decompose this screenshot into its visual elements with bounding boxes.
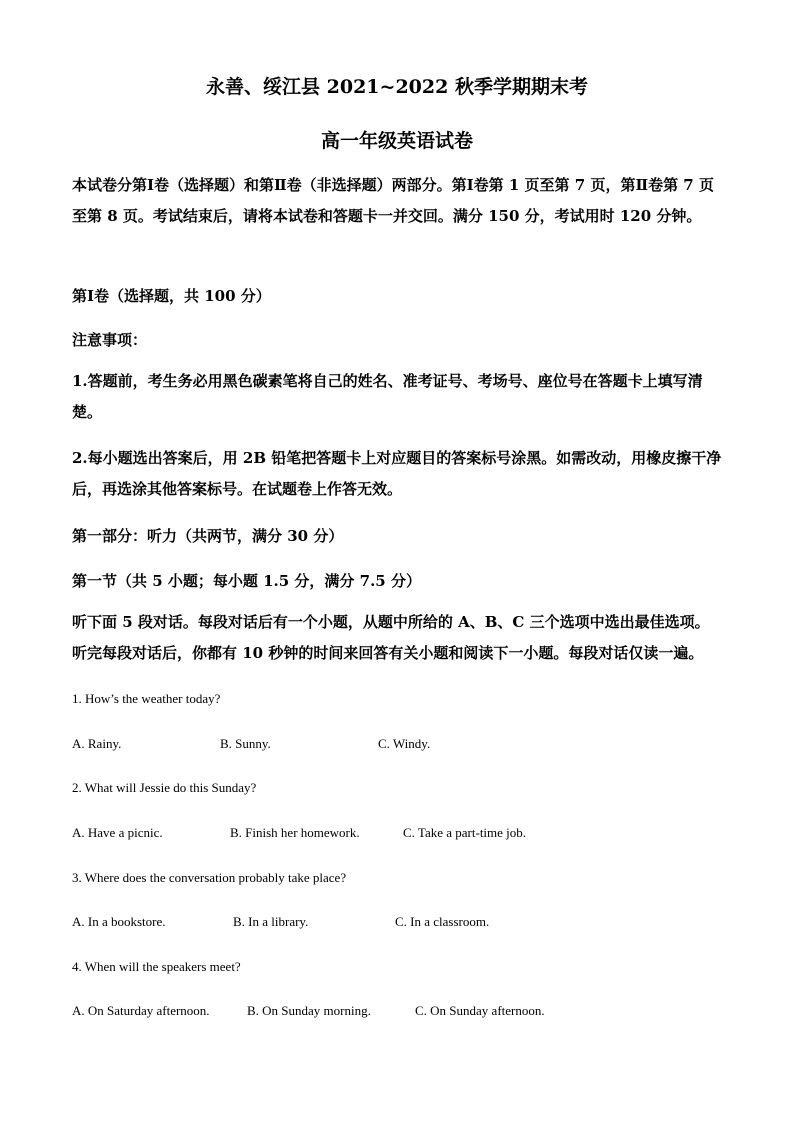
part-heading: 第一部分：听力（共两节，满分 30 分） [72,527,344,545]
question-3: 3. Where does the conversation probably take place? [72,870,347,885]
question-1: 1. How’s the weather today? [72,691,221,706]
q1-option-a: A. Rainy. [72,736,122,751]
q4-option-b: B. On Sunday morning. [247,1003,371,1018]
q3-option-c: C. In a classroom. [395,914,490,929]
intro-paragraph: 本试卷分第Ⅰ卷（选择题）和第Ⅱ卷（非选择题）两部分。第Ⅰ卷第 1 页至第 7 页，第Ⅱ卷第 7 页至第 8 页。考试结束后，请将本试卷和答题卡一并交回。满分 150 分，考试用时 120 分钟。 [72,176,714,225]
listening-instruction: 听下面 5 段对话。每段对话后有一个小题，从题中所给的 A、B、C 三个选项中选出最佳选项。听完每段对话后，你都有 10 秒钟的时间来回答有关小题和阅读下一小题。每段对话仅读一遍。 [72,613,710,662]
q4-option-a: A. On Saturday afternoon. [72,1003,210,1018]
notice-item-1: 1.答题前，考生务必用黑色碳素笔将自己的姓名、准考证号、考场号、座位号在答题卡上填写清楚。 [72,372,703,421]
q1-option-c: C. Windy. [378,736,431,751]
notice-heading: 注意事项： [72,331,148,349]
q3-option-a: A. In a bookstore. [72,914,166,929]
volume-heading: 第Ⅰ卷（选择题，共 100 分） [72,287,271,305]
notice-item-2: 2.每小题选出答案后，用 2B 铅笔把答题卡上对应题目的答案标号涂黑。如需改动，用橡皮擦干净后，再选涂其他答案标号。在试题卷上作答无效。 [72,449,722,498]
question-2: 2. What will Jessie do this Sunday? [72,780,257,795]
section-heading: 第一节（共 5 小题；每小题 1.5 分，满分 7.5 分） [72,572,421,590]
exam-subtitle: 高一年级英语试卷 [320,130,473,152]
q2-option-c: C. Take a part-time job. [403,825,527,840]
q2-option-a: A. Have a picnic. [72,825,163,840]
q4-option-c: C. On Sunday afternoon. [415,1003,545,1018]
exam-title: 永善、绥江县 2021~2022 秋季学期期末考 [206,76,588,98]
question-4: 4. When will the speakers meet? [72,959,241,974]
q3-option-b: B. In a library. [233,914,309,929]
q2-option-b: B. Finish her homework. [230,825,360,840]
q1-option-b: B. Sunny. [220,736,271,751]
